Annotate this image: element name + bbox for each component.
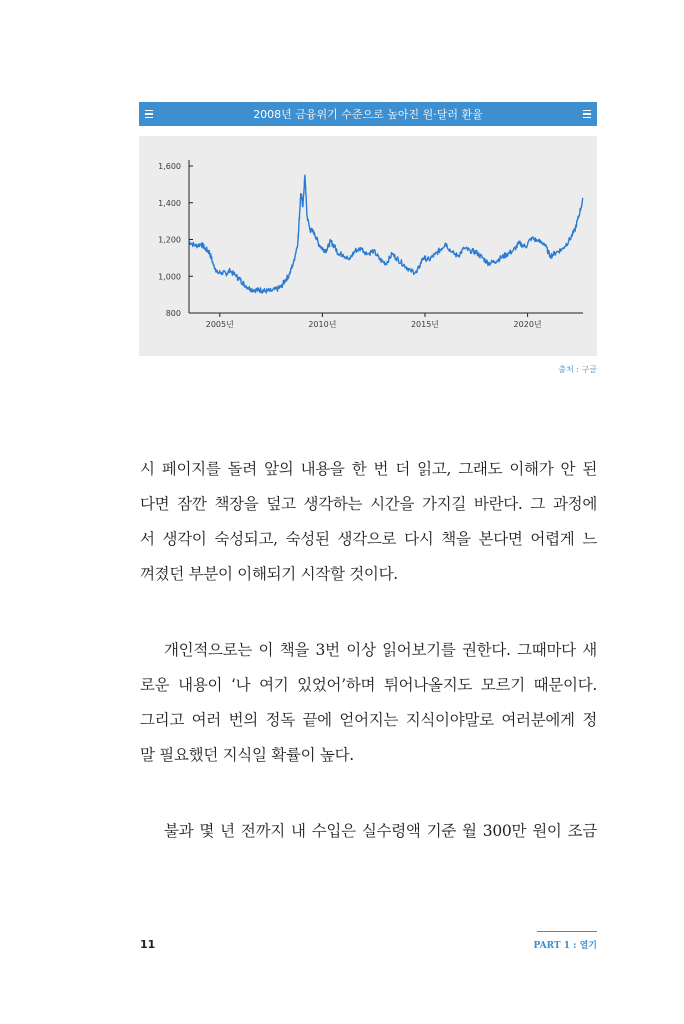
exchange-rate-series-line — [189, 175, 583, 293]
y-tick-label: 1,200 — [158, 235, 181, 245]
paragraph-1 — [140, 452, 597, 592]
x-axis-ticks — [206, 313, 542, 329]
chart-title-bar — [139, 102, 597, 126]
y-tick-label: 1,400 — [158, 198, 181, 208]
y-tick-label: 1,000 — [158, 272, 181, 282]
y-axis-ticks — [158, 162, 193, 318]
x-tick-label: 2010년 — [308, 320, 337, 329]
text-line: 그리고 여러 번의 정독 끝에 얻어지는 지식이야말로 여러분에게 정 — [140, 711, 597, 729]
menu-icon — [583, 110, 591, 118]
x-tick-label: 2005년 — [205, 320, 234, 329]
y-tick-label: 1,600 — [158, 162, 181, 171]
chart-axes — [189, 160, 583, 313]
text-line: 개인적으로는 이 책을 3번 이상 읽어보기를 권한다. 그때마다 새 — [164, 641, 597, 659]
paragraph-3 — [140, 814, 597, 849]
menu-icon — [145, 110, 153, 118]
text-line: 시 페이지를 돌려 앞의 내용을 한 번 더 읽고, 그래도 이해가 안 된 — [140, 460, 597, 478]
text-line: 서 생각이 숙성되고, 숙성된 생각으로 다시 책을 본다면 어렵게 느 — [140, 530, 597, 548]
text-line: 껴졌던 부분이 이해되기 시작할 것이다. — [140, 565, 398, 583]
part-label: PART 1 : 열기 — [533, 941, 597, 951]
x-tick-label: 2020년 — [513, 320, 542, 329]
paragraph-2 — [140, 633, 597, 773]
exchange-rate-chart — [139, 136, 597, 356]
footer-rule — [537, 931, 597, 932]
x-tick-label: 2015년 — [410, 320, 440, 329]
chart-source: 출처 : 구글 — [558, 365, 597, 374]
text-line: 로운 내용이 ‘나 여기 있었어’하며 튀어나올지도 모르기 때문이다. — [140, 676, 597, 694]
text-line: 불과 몇 년 전까지 내 수입은 실수령액 기준 월 300만 원이 조금 — [164, 822, 597, 840]
page-number: 11 — [140, 938, 156, 951]
chart-canvas — [139, 136, 597, 356]
chart-title: 2008년 금융위기 수준으로 높아진 원·달러 환율 — [253, 108, 483, 121]
y-tick-label: 800 — [165, 309, 181, 318]
text-line: 다면 잠깐 책장을 덮고 생각하는 시간을 가지길 바란다. 그 과정에 — [140, 495, 597, 513]
text-line: 말 필요했던 지식일 확률이 높다. — [140, 746, 354, 764]
